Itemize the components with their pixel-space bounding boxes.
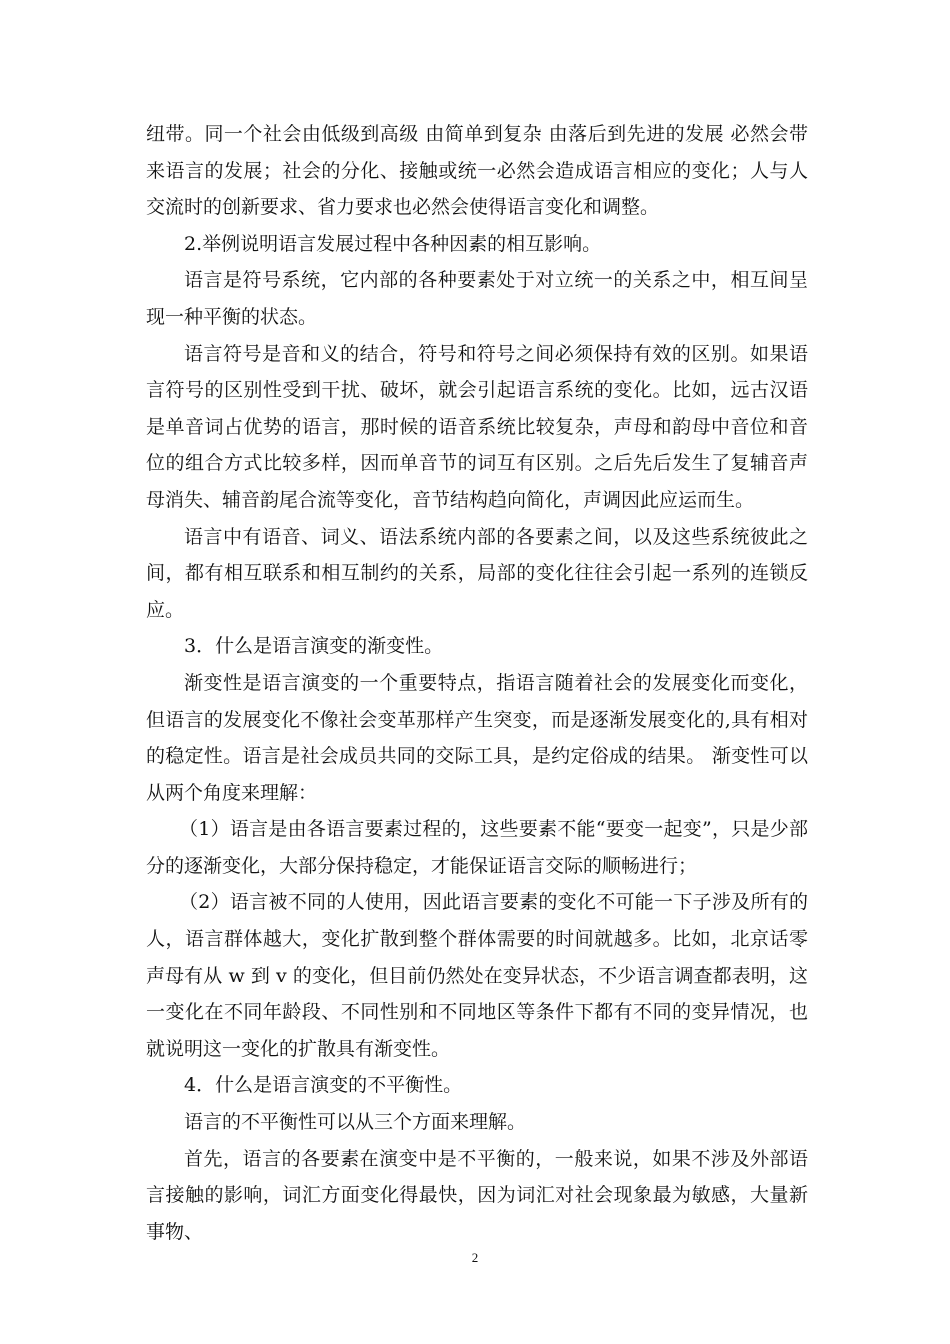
question-heading-3: 3．什么是语言演变的渐变性。 — [184, 635, 444, 658]
body-text — [146, 116, 808, 1250]
paragraph: 语言的不平衡性可以从三个方面来理解。 — [184, 1111, 527, 1134]
paragraph: 渐变性是语言演变的一个重要特点，指语言随着社会的发展变化而变化，但语言的发展变化不像社会变革那样产生突变，而是逐渐发展变化的,具有相对的稳定性。语言是社会成员共同的交际工具，是约定俗成的结果。 渐变性可以从两个角度来理解： — [146, 671, 808, 804]
paragraph: 首先，语言的各要素在演变中是不平衡的，一般来说，如果不涉及外部语言接触的影响，词汇方面变化得最快，因为词汇对社会现象最为敏感，大量新事物、 — [146, 1147, 808, 1243]
question-heading-2: 2.举例说明语言发展过程中各种因素的相互影响。 — [184, 232, 602, 255]
paragraph: 语言符号是音和义的结合，符号和符号之间必须保持有效的区别。如果语言符号的区别性受到干扰、破坏，就会引起语言系统的变化。比如，远古汉语是单音词占优势的语言，那时候的语音系统比较复杂，声母和韵母中音位和音位的组合方式比较多样，因而单音节的词互有区别。之后先后发生了复辅音声母消失、辅音韵尾合流等变化，音节结构趋向简化，声调因此应运而生。 — [146, 342, 808, 511]
paragraph: 语言中有语音、词义、语法系统内部的各要素之间，以及这些系统彼此之间，都有相互联系和相互制约的关系，局部的变化往往会引起一系列的连锁反应。 — [146, 525, 808, 621]
paragraph-continuation: 纽带。同一个社会由低级到高级 由简单到复杂 由落后到先进的发展 必然会带来语言的发展；社会的分化、接触或统一必然会造成语言相应的变化；人与人交流时的创新要求、省力要求也必然会使得语言变化和调整。 — [146, 123, 808, 219]
list-item-2: （2）语言被不同的人使用，因此语言要素的变化不可能一下子涉及所有的人，语言群体越大，变化扩散到整个群体需要的时间就越多。比如，北京话零声母有从 w 到 v 的变化，但目前仍然处在变异状态，不少语言调查都表明，这一变化在不同年龄段、不同性别和不同地区等条件下都有不同的变异情况，也就说明这一变化的扩散具有渐变性。 — [146, 891, 808, 1060]
list-item-1: （1）语言是由各语言要素过程的，这些要素不能“要变一起变”，只是少部分的逐渐变化，大部分保持稳定，才能保证语言交际的顺畅进行； — [146, 818, 808, 877]
question-heading-4: 4．什么是语言演变的不平衡性。 — [184, 1074, 463, 1097]
page-number: 2 — [471, 1250, 479, 1265]
paragraph: 语言是符号系统，它内部的各种要素处于对立统一的关系之中，相互间呈现一种平衡的状态。 — [146, 269, 808, 328]
